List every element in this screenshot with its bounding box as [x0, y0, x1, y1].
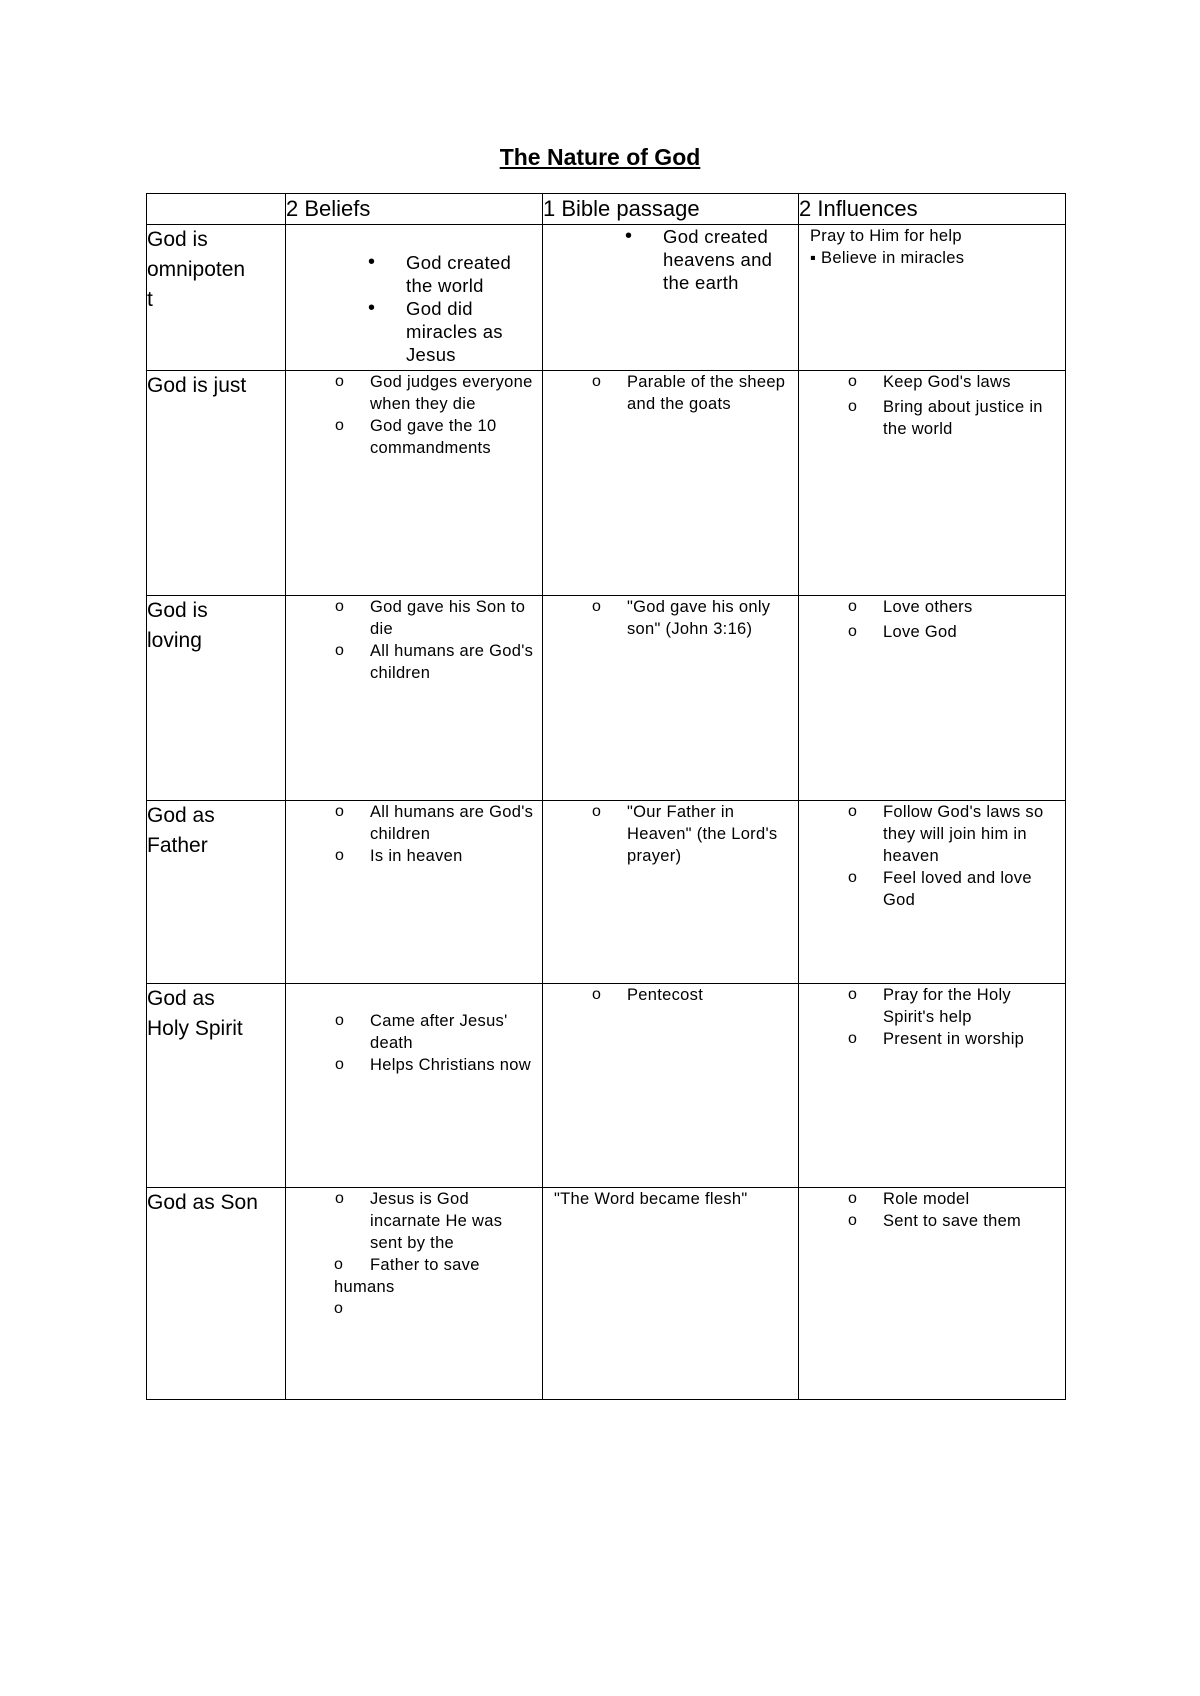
- list-item: o Jesus is God incarnate He was sent by the: [335, 1190, 503, 1252]
- hollow-bullet-icon: o: [335, 373, 345, 390]
- row-label-line: God as: [147, 987, 215, 1010]
- hollow-bullet-icon: o: [848, 623, 858, 640]
- row-label-father: [147, 801, 286, 984]
- hollow-bullet-icon: o: [335, 642, 345, 659]
- list-item: o Bring about justice in the world: [848, 398, 1043, 438]
- list-item: o God judges everyone when they die: [335, 373, 533, 413]
- table-header-row: [147, 194, 1066, 225]
- hollow-bullet-icon: o: [592, 803, 602, 820]
- passage-cell-holy-spirit: [543, 984, 799, 1188]
- influences-cell-omnipotent: [799, 225, 1066, 371]
- hollow-bullet-icon: o: [592, 598, 602, 615]
- table-row-just: [147, 371, 1066, 596]
- filled-bullet-icon: •: [368, 297, 376, 319]
- hollow-bullet-icon: o: [848, 1190, 858, 1207]
- beliefs-cell-just: [286, 371, 543, 596]
- list-item: o All humans are God's children: [335, 642, 534, 682]
- list-item: [286, 1298, 542, 1320]
- passage-cell-father: [543, 801, 799, 984]
- list-item: o Pentecost: [592, 986, 704, 1004]
- row-label-loving: [147, 596, 286, 801]
- hollow-bullet-icon: o: [592, 373, 602, 390]
- list-item: o Love God: [848, 623, 957, 641]
- list-item: o Feel loved and love God: [848, 869, 1032, 909]
- header-beliefs: 2 Beliefs: [286, 194, 543, 225]
- influence-line: Pray to Him for help: [810, 227, 962, 245]
- row-label-line: God is: [147, 599, 208, 622]
- list-item: o Sent to save them: [848, 1212, 1022, 1230]
- row-label-holy-spirit: [147, 984, 286, 1188]
- beliefs-cell-father: [286, 801, 543, 984]
- row-label-line: God is: [147, 228, 208, 251]
- list-item: o God gave the 10 commandments: [335, 417, 497, 457]
- header-bible-passage: 1 Bible passage: [543, 194, 799, 225]
- hollow-bullet-icon: o: [592, 986, 602, 1003]
- nature-of-god-table: [146, 193, 1066, 1400]
- hollow-bullet-icon: o: [848, 803, 858, 820]
- beliefs-cell-holy-spirit: [286, 984, 543, 1188]
- hollow-bullet-icon: o: [848, 986, 858, 1003]
- row-label-line: t: [147, 288, 153, 311]
- table-row-loving: [147, 596, 1066, 801]
- filled-bullet-icon: •: [368, 251, 376, 273]
- hollow-bullet-icon: o: [848, 598, 858, 615]
- hollow-bullet-icon: o: [335, 847, 345, 864]
- beliefs-cell-son: [286, 1188, 543, 1400]
- hollow-bullet-icon: o: [335, 417, 345, 434]
- hollow-bullet-icon: o: [848, 1212, 858, 1229]
- hollow-bullet-icon: o: [335, 803, 345, 820]
- header-influences: 2 Influences: [799, 194, 1066, 225]
- header-empty: [147, 194, 286, 225]
- hollow-bullet-icon: o: [335, 1056, 345, 1073]
- list-item: o Keep God's laws: [848, 373, 1011, 391]
- row-label-son: God as Son: [147, 1188, 286, 1400]
- hollow-bullet-icon: o: [848, 1030, 858, 1047]
- table-row-son: [147, 1188, 1066, 1400]
- list-item: • God created heavens and the earth: [625, 225, 773, 293]
- table-row-father: [147, 801, 1066, 984]
- row-label-line: Father: [147, 834, 208, 857]
- row-label-omnipotent: [147, 225, 286, 371]
- list-item: o Father to save humans: [334, 1256, 480, 1296]
- influences-cell-just: [799, 371, 1066, 596]
- passage-cell-loving: [543, 596, 799, 801]
- row-label-line: omnipoten: [147, 258, 246, 281]
- passage-cell-son: "The Word became flesh": [543, 1188, 799, 1400]
- list-item: o Is in heaven: [335, 847, 463, 865]
- filled-bullet-icon: •: [625, 225, 633, 247]
- passage-cell-just: [543, 371, 799, 596]
- list-item: o Role model: [848, 1190, 970, 1208]
- row-label-line: loving: [147, 629, 202, 652]
- row-label-line: God as: [147, 804, 215, 827]
- influences-cell-son: [799, 1188, 1066, 1400]
- beliefs-cell-loving: [286, 596, 543, 801]
- list-item: o Present in worship: [848, 1030, 1025, 1048]
- document-title: The Nature of God: [499, 144, 701, 170]
- hollow-bullet-icon: o: [334, 1256, 344, 1273]
- list-item: • God did miracles as Jesus: [368, 297, 503, 365]
- list-item: o Parable of the sheep and the goats: [592, 373, 786, 413]
- list-item: o "God gave his only son" (John 3:16): [592, 598, 771, 638]
- list-item: o "Our Father in Heaven" (the Lord's prayer): [592, 803, 778, 865]
- list-item: o Love others: [848, 598, 973, 616]
- list-item: • God created the world: [368, 251, 512, 296]
- row-label-just: God is just: [147, 371, 286, 596]
- passage-cell-omnipotent: [543, 225, 799, 371]
- influences-cell-loving: [799, 596, 1066, 801]
- row-label-line: Holy Spirit: [147, 1017, 243, 1040]
- hollow-bullet-icon: o: [848, 373, 858, 390]
- influences-cell-father: [799, 801, 1066, 984]
- hollow-bullet-icon: o: [848, 398, 858, 415]
- beliefs-cell-omnipotent: [286, 225, 543, 371]
- list-item: o All humans are God's children: [335, 803, 534, 843]
- table-row-holy-spirit: [147, 984, 1066, 1188]
- hollow-bullet-icon: o: [848, 869, 858, 886]
- list-item: o Helps Christians now: [335, 1056, 531, 1074]
- list-item: o Came after Jesus' death: [335, 1012, 508, 1052]
- influence-line: ▪ Believe in miracles: [810, 249, 965, 267]
- list-item: o Follow God's laws so they will join him in heaven: [848, 803, 1044, 865]
- hollow-bullet-icon: o: [334, 1300, 344, 1317]
- hollow-bullet-icon: o: [335, 1012, 345, 1029]
- table-row-omnipotent: [147, 225, 1066, 371]
- hollow-bullet-icon: o: [335, 1190, 345, 1207]
- list-item: o God gave his Son to die: [335, 598, 526, 638]
- hollow-bullet-icon: o: [335, 598, 345, 615]
- list-item: o Pray for the Holy Spirit's help: [848, 986, 1011, 1026]
- influences-cell-holy-spirit: [799, 984, 1066, 1188]
